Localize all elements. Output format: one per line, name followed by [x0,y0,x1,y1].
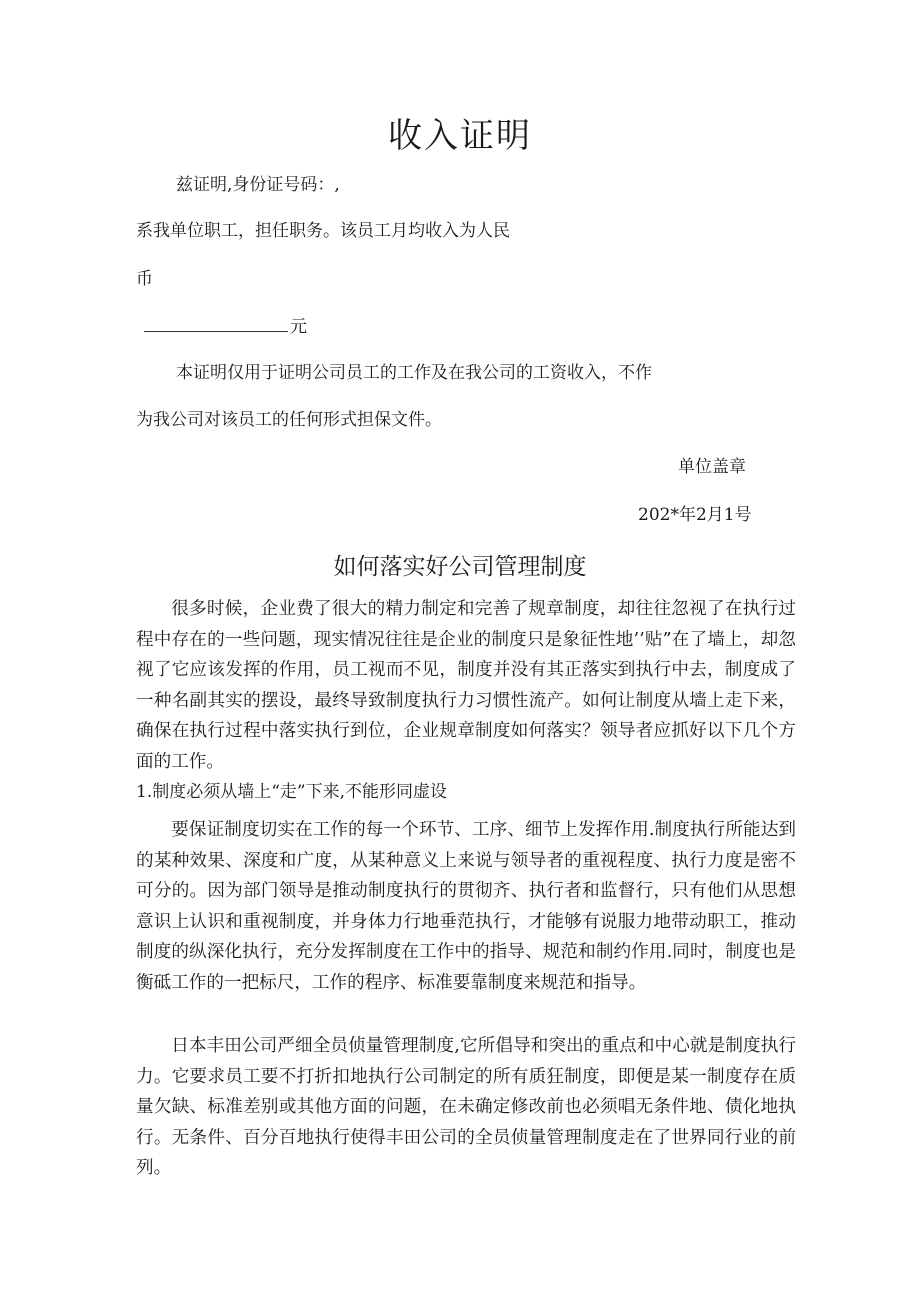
amount-suffix: 元 [290,317,307,337]
article-title: 如何落实好公司管理制度 [333,554,587,580]
certificate-line-purpose: 本证明仅用于证明公司员工的工作及在我公司的工资收入，不作 [176,363,652,383]
certificate-date: 202*年2月1号 [638,505,752,525]
certificate-line-disclaimer: 为我公司对该员工的任何形式担保文件。 [136,410,442,430]
certificate-line-id: 兹证明,身份证号码：, [176,175,340,195]
certificate-line-currency: 币 [136,269,153,289]
article-paragraph-3: 日本丰田公司严细全员侦量管理制度,它所倡导和突出的重点和中心就是制度执行力。它要求员工要不打折扣地执行公司制定的所有质狂制度，即便是某一制度存在质量欠缺、标准差别或其他方面的问题，在未确定修改前也必须唱无条件地、债化地执行。无条件、百分百地执行使得丰田公司的全员侦量管理制度走在了世界同行业的前列。 [136,1036,796,1178]
article-paragraph-2: 要保证制度切实在工作的每一个环节、工序、细节上发挥作用.制度执行所能达到的某种效果、深度和广度，从某种意义上来说与领导者的重视程度、执行力度是密不可分的。因为部门领导是推动制度执行的贯彻齐、执行者和监督行，只有他们从思想意识上认识和重视制度，并身体力行地垂范执行，才能够有说服力地带动职工，推动制度的纵深化执行，充分发挥制度在工作中的指导、规范和制约作用.同时，制度也是衡砥工作的一把标尺，工作的程序、标准要靠制度来规范和指导。 [136,820,796,993]
article-intro-paragraph: 很多时候，企业费了很大的精力制定和完善了规章制度，却往往忽视了在执行过程中存在的一些问题，现实情况往往是企业的制度只是象征性地’’贴”在了墙上，却忽视了它应该发挥的作用，员工视而不见，制度并没有其正落实到执行中去，制度成了一种名副其实的摆设，最终导致制度执行力习惯性流产。如何让制度从墙上走下来，确保在执行过程中落实执行到位，企业规章制度如何落实？领导者应抓好以下几个方面的工作。 [136,599,796,772]
amount-blank-field [144,317,288,332]
article-heading-1: 1.制度必须从墙上“走”下来,不能形同虚设 [136,782,448,802]
certificate-seal: 单位盖章 [678,457,746,477]
certificate-amount-line [144,312,307,337]
certificate-title: 收入证明 [388,116,532,156]
certificate-line-position: 系我单位职工，担任职务。该员工月均收入为人民 [136,221,510,241]
